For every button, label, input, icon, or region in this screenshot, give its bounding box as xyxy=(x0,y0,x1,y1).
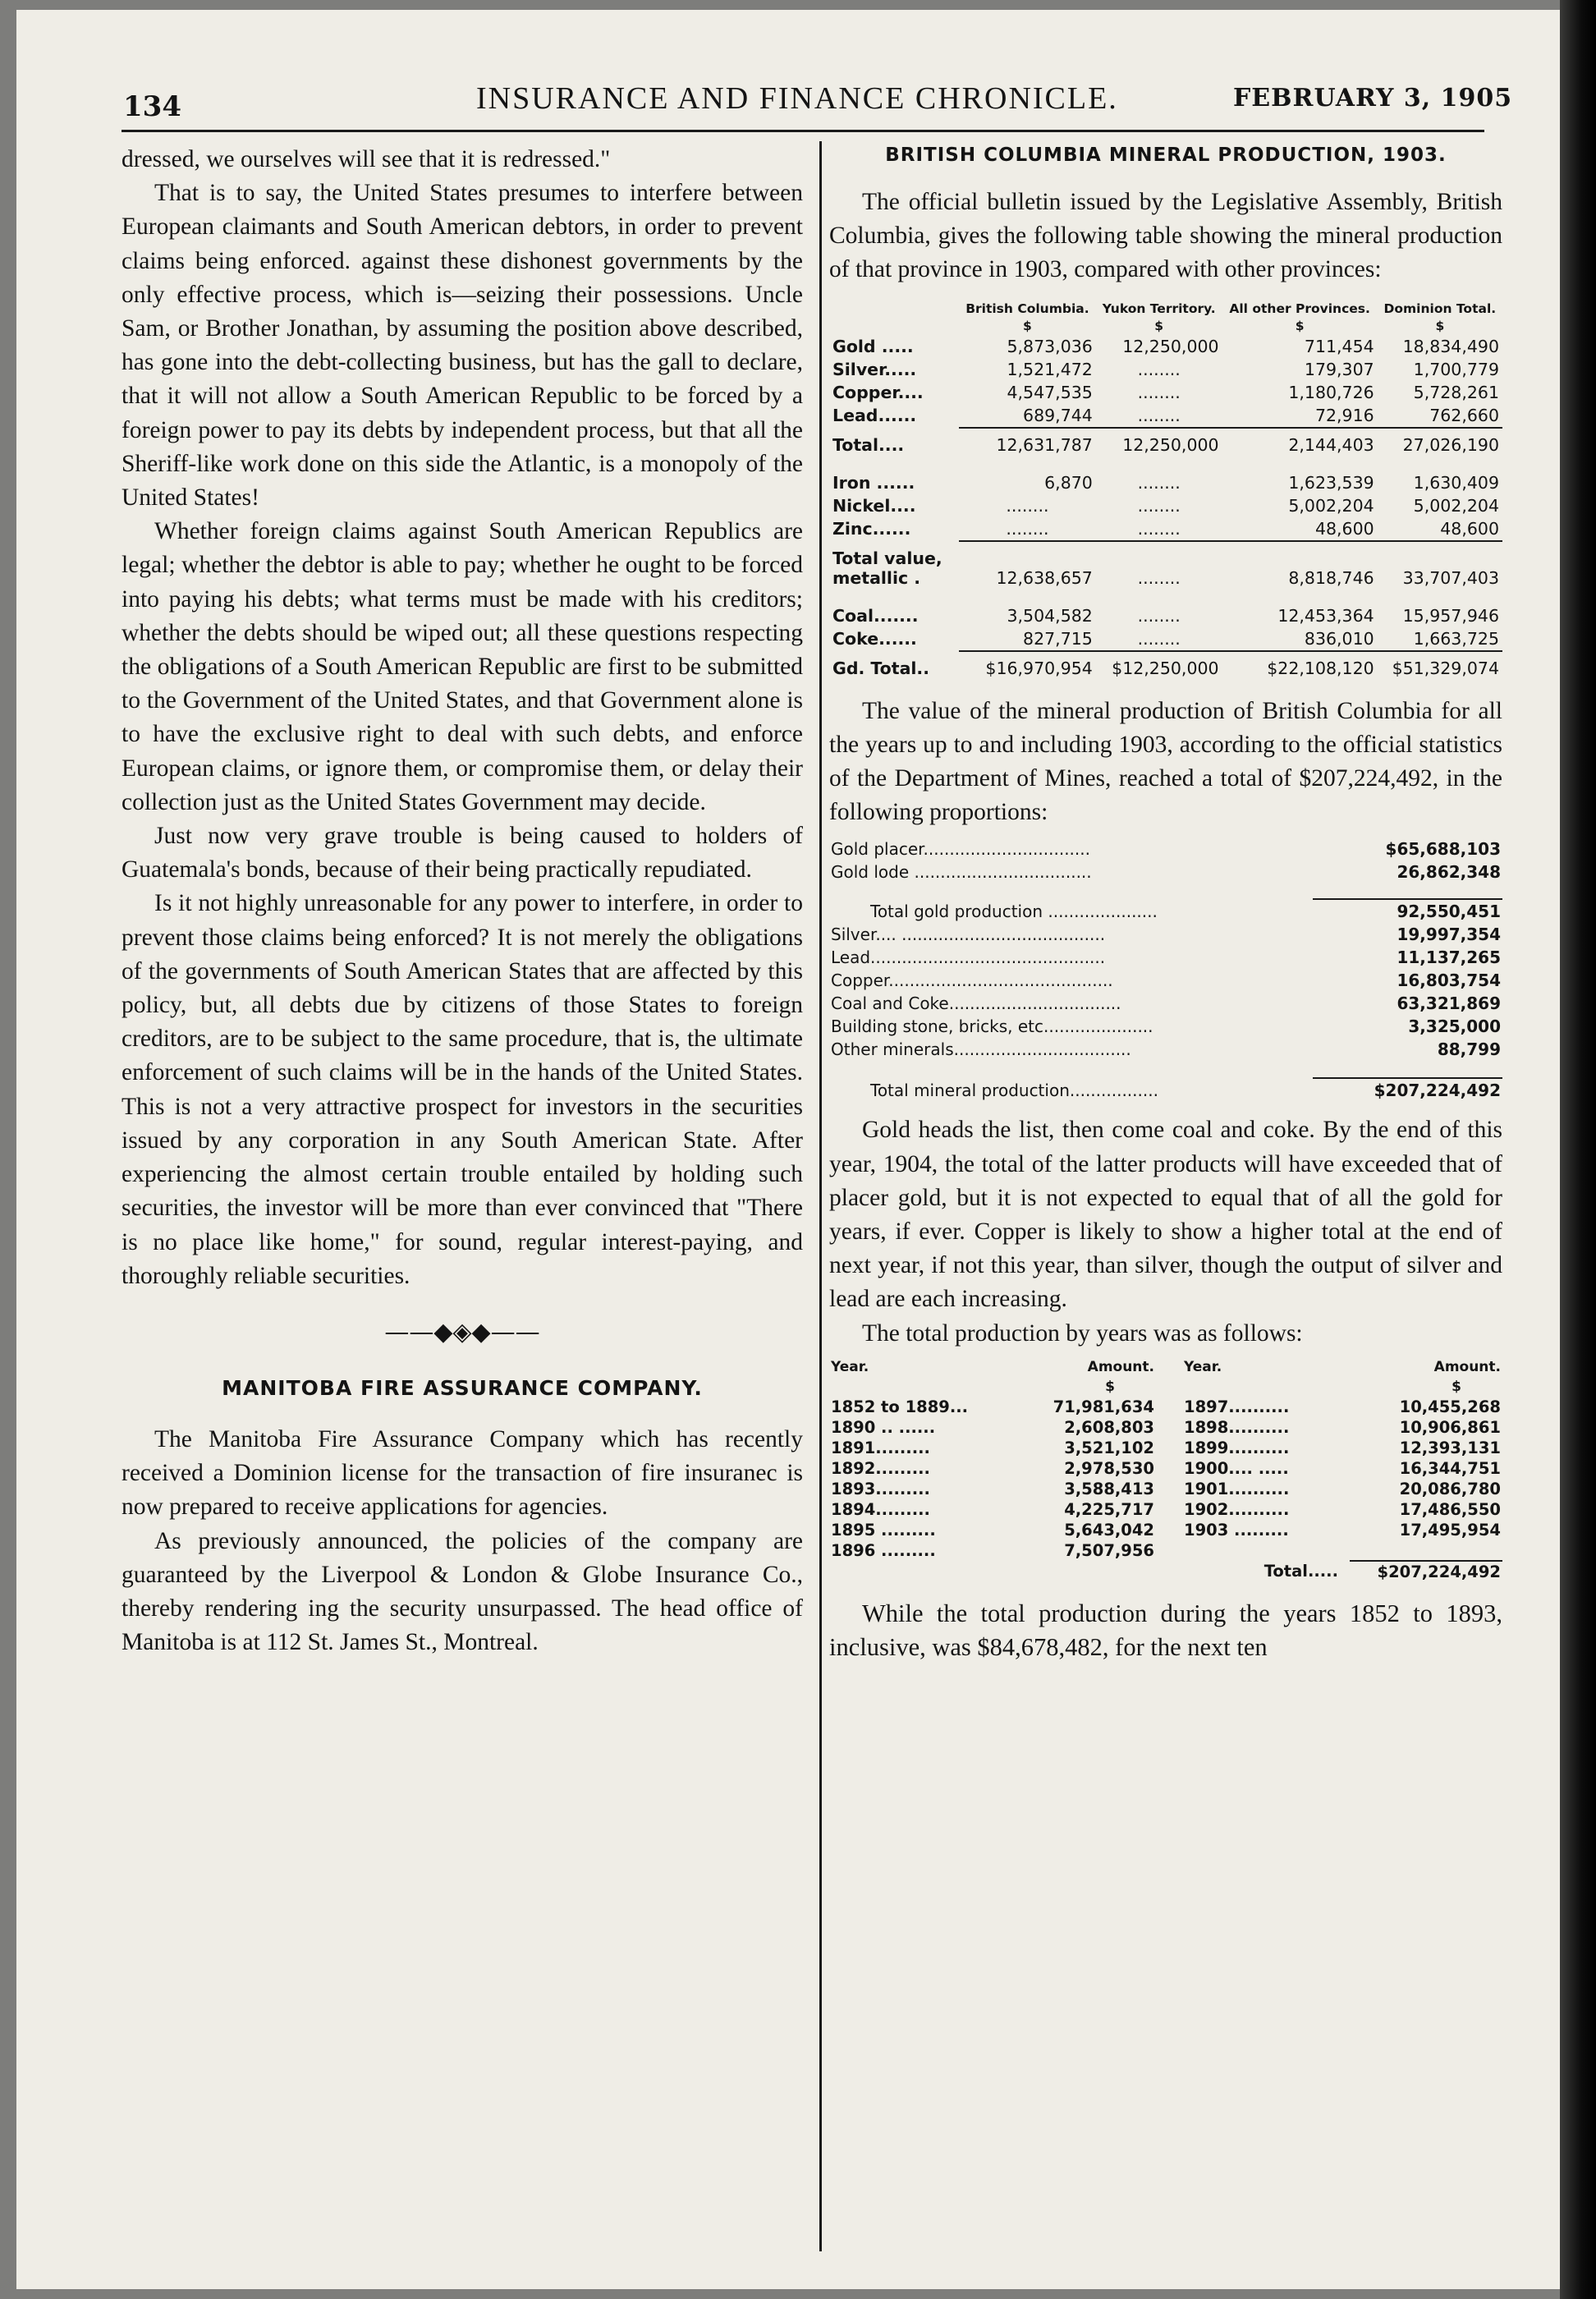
row-label: Lead...... xyxy=(832,406,917,426)
proportion-value: 11,137,265 xyxy=(1396,948,1501,968)
newspaper-page xyxy=(16,10,1560,2289)
row-value: 3,504,582 xyxy=(1007,605,1093,626)
table-row xyxy=(829,1397,1502,1417)
running-title: INSURANCE AND FINANCE CHRONICLE. xyxy=(476,81,1118,116)
proportion-value: $65,688,103 xyxy=(1385,839,1501,860)
row-value: ........ xyxy=(1137,472,1181,493)
row-value: 48,600 xyxy=(1314,518,1374,539)
year-cell: 1900.... ..... xyxy=(1184,1458,1289,1478)
year-cell: 1894......... xyxy=(831,1499,930,1519)
row-value: $22,108,120 xyxy=(1267,658,1374,678)
row-value: 1,663,725 xyxy=(1413,628,1499,649)
amount-cell: 71,981,634 xyxy=(1053,1397,1154,1416)
bc-gold-paragraph: Gold heads the list, then come coal and coke. By the end of this year, 1904, the total of the latter products will have exceeded that of placer gold, but it is not expected to equal that of all the gold for years, if ever. Copper is likely to show a higher total at the end of next year, if not this year, than silver, though the output of silver and lead are each increasing. xyxy=(829,1117,1502,1313)
page-number: 134 xyxy=(123,90,181,123)
proportion-label: Building stone, bricks, etc..................... xyxy=(831,1016,1153,1037)
currency-label: $ xyxy=(1105,1378,1115,1395)
proportion-value: 88,799 xyxy=(1437,1039,1501,1060)
proportion-label: Lead............................................. xyxy=(831,948,1106,968)
proportion-value: 63,321,869 xyxy=(1396,993,1501,1014)
row-value: 5,873,036 xyxy=(1007,336,1093,356)
table-row xyxy=(829,1417,1502,1438)
table-row xyxy=(829,604,1502,627)
currency-label: $ xyxy=(1435,318,1445,333)
row-value: $51,329,074 xyxy=(1392,658,1499,678)
row-label: Gd. Total.. xyxy=(832,658,930,678)
amount-cell: 3,588,413 xyxy=(1064,1479,1154,1498)
currency-label: $ xyxy=(1452,1378,1461,1395)
proportion-label: Total gold production ..................... xyxy=(870,901,1158,921)
bc-intro-paragraph: The official bulletin issued by the Legislative Assembly, British Columbia, gives the following table showing the mineral production of that province in 1903, compared with other provinces: xyxy=(829,189,1502,283)
row-value: 827,715 xyxy=(1023,628,1093,649)
table-row xyxy=(829,404,1502,428)
total-label: Total..... xyxy=(1264,1562,1338,1581)
article-paragraph: dressed, we ourselves will see that it is redressed." xyxy=(122,146,611,172)
amount-cell: 10,455,268 xyxy=(1399,1397,1501,1416)
row-value: 2,144,403 xyxy=(1288,434,1374,455)
row-value: 15,957,946 xyxy=(1402,605,1499,626)
bc-value-paragraph: The value of the mineral production of British Columbia for all the years up to and including 1903, according to the official statistics of the Department of Mines, reached a total of $207,224,492, in the following proportions: xyxy=(829,697,1502,826)
year-cell: 1852 to 1889... xyxy=(831,1397,969,1416)
proportion-label: Total mineral production................. xyxy=(870,1080,1158,1100)
right-column xyxy=(829,143,1502,1664)
row-label: Total.... xyxy=(832,434,905,455)
table-row xyxy=(829,946,1502,969)
year-cell: 1901.......... xyxy=(1184,1479,1290,1498)
row-value: 689,744 xyxy=(1023,405,1093,425)
proportion-value: $207,224,492 xyxy=(1313,1078,1502,1102)
amount-cell: 2,978,530 xyxy=(1064,1458,1154,1478)
row-value: ........ xyxy=(1137,359,1181,379)
table-row xyxy=(829,1540,1502,1561)
year-header: Year. xyxy=(831,1358,869,1375)
year-cell: 1903 ......... xyxy=(1184,1520,1289,1540)
table-row xyxy=(829,471,1502,494)
proportion-label: Other minerals.................................. xyxy=(831,1039,1131,1060)
amount-header: Amount. xyxy=(1433,1358,1501,1375)
proportion-label: Silver.... ....................................... xyxy=(831,925,1106,945)
row-label: Coal....... xyxy=(832,605,919,626)
year-cell: 1896 ......... xyxy=(831,1540,936,1560)
column-header: Yukon Territory. xyxy=(1102,301,1216,316)
row-value: ........ xyxy=(1006,495,1049,516)
column-header: All other Provinces. xyxy=(1229,301,1370,316)
section-ornament: ——◆◈◆—— xyxy=(384,1317,540,1347)
table-rule xyxy=(829,541,1502,547)
row-value: 27,026,190 xyxy=(1402,434,1499,455)
scan-edge-shadow xyxy=(1560,0,1596,2299)
year-cell: 1897.......... xyxy=(1184,1397,1290,1416)
proportion-value: 16,803,754 xyxy=(1396,971,1501,991)
currency-label: $ xyxy=(1154,318,1164,333)
row-value: 5,002,204 xyxy=(1413,495,1499,516)
amount-cell: 5,643,042 xyxy=(1064,1520,1154,1540)
row-value: ........ xyxy=(1137,605,1181,626)
total-row xyxy=(829,657,1502,680)
row-value: 5,728,261 xyxy=(1413,382,1499,402)
table-rule xyxy=(829,428,1502,434)
year-cell: 1893......... xyxy=(831,1479,930,1498)
year-header: Year. xyxy=(1184,1358,1222,1375)
row-label: Total value, metallic . xyxy=(832,548,942,588)
row-value: 4,547,535 xyxy=(1007,382,1093,402)
column-header: Dominion Total. xyxy=(1383,301,1497,316)
amount-cell: 10,906,861 xyxy=(1399,1417,1501,1437)
table-row xyxy=(829,1458,1502,1479)
amount-cell: 4,225,717 xyxy=(1064,1499,1154,1519)
table-row xyxy=(829,627,1502,651)
row-value: 12,250,000 xyxy=(1122,336,1219,356)
article-paragraph: Whether foreign claims against South American Republics are legal; whether the debtor is able to pay; whether he ought to be forced into paying his debts; what terms must be made with his creditors; whether the debts should be wiped out; all these questions respecting the obligations of a South American Republic are first to be submitted to the Government of the United States, and that Government alone is to have the exclusive right to deal with such debts, and enforce European claims, or ignore them, or compromise them, or delay their collection just as the United States Government may decide. xyxy=(122,518,803,815)
row-value: $12,250,000 xyxy=(1112,658,1219,678)
row-value: ........ xyxy=(1137,405,1181,425)
row-value: 8,818,746 xyxy=(1288,567,1374,588)
row-label: Iron ...... xyxy=(832,472,915,493)
production-by-years-table xyxy=(829,1357,1502,1582)
column-divider xyxy=(819,141,822,2251)
proportion-label: Copper........................................... xyxy=(831,971,1113,991)
table-row xyxy=(829,494,1502,517)
proportions-table xyxy=(829,837,1502,1102)
left-column xyxy=(122,143,803,1659)
header-rule xyxy=(122,130,1484,132)
year-cell: 1895 ......... xyxy=(831,1520,936,1540)
row-value: 12,250,000 xyxy=(1122,434,1219,455)
manitoba-paragraph: As previously announced, the policies of the company are guaranteed by the Liverpool & London & Globe Insurance Co., thereby rendering ing the security unsurpassed. The head office of Manitoba is at 112 St. James St., Montreal. xyxy=(122,1527,803,1656)
bc-years-intro: The total production by years was as follows: xyxy=(862,1319,1303,1347)
row-value: ........ xyxy=(1137,518,1181,539)
proportion-value: 26,862,348 xyxy=(1396,862,1501,883)
bc-final-paragraph: While the total production during the years 1852 to 1893, inclusive, was $84,678,482, for the next ten xyxy=(829,1599,1502,1662)
year-cell: 1891......... xyxy=(831,1438,930,1457)
issue-date: FEBRUARY 3, 1905 xyxy=(1233,84,1513,112)
row-value: 5,002,204 xyxy=(1288,495,1374,516)
proportion-value: 92,550,451 xyxy=(1313,899,1502,923)
article-paragraph: Just now very grave trouble is being caused to holders of Guatemala's bonds, because of their being practically repudiated. xyxy=(122,823,803,883)
table-row xyxy=(829,899,1502,923)
year-cell: 1890 .. ...... xyxy=(831,1417,936,1437)
table-row xyxy=(829,1078,1502,1102)
row-value: 1,521,472 xyxy=(1007,359,1093,379)
row-label: Nickel.... xyxy=(832,495,916,516)
column-header: British Columbia. xyxy=(965,301,1089,316)
row-label: Gold ..... xyxy=(832,336,914,356)
table-row xyxy=(829,1038,1502,1061)
row-value: ........ xyxy=(1137,567,1181,588)
article-paragraph: Is it not highly unreasonable for any power to interfere, in order to prevent those claims being enforced? It is not merely the obligations of the governments of South American States that are affected by this policy, but, all debts due by citizens of those States to foreign creditors, are to be subject to the same procedure, that is, the ultimate enforcement of such claims will be in the hands of the United States. This is not a very attractive prospect for investors in the securities issued by any corporation in any South American State. After experiencing the almost certain trouble entailed by holding such securities, the investor will be more than ever convinced that "There is no place like home," for sound, regular interest-paying, and thoroughly reliable securities. xyxy=(122,890,803,1289)
row-value: 33,707,403 xyxy=(1402,567,1499,588)
table-row xyxy=(829,358,1502,381)
mineral-production-table xyxy=(829,301,1502,680)
total-row xyxy=(829,1561,1502,1582)
row-label: Copper.... xyxy=(832,382,924,402)
proportion-label: Coal and Coke................................. xyxy=(831,993,1121,1014)
table-row xyxy=(829,517,1502,541)
year-cell: 1892......... xyxy=(831,1458,930,1478)
row-value: ........ xyxy=(1006,518,1049,539)
proportion-label: Gold lode .................................. xyxy=(831,862,1092,883)
row-value: 1,700,779 xyxy=(1413,359,1499,379)
table-row xyxy=(829,992,1502,1015)
row-value: 836,010 xyxy=(1304,628,1374,649)
row-value: ........ xyxy=(1137,495,1181,516)
row-label: Zinc...... xyxy=(832,519,911,539)
table-row xyxy=(829,335,1502,358)
article-paragraph: That is to say, the United States presumes to interfere between European claimants and South American debtors, in order to prevent claims being enforced. against these dishonest governments by the only effective process, which is—seizing their possessions. Uncle Sam, or Brother Jonathan, by assuming the position above described, has gone into the debt-collecting business, but has the gall to declare, that it will not allow a South American Republic to be forced by a foreign power to pay its debts by independent process, but that all the Sheriff-like work done on this side the Atlantic, is a monopoly of the United States! xyxy=(122,180,803,512)
row-value: $16,970,954 xyxy=(985,658,1093,678)
row-value: 711,454 xyxy=(1304,336,1374,356)
proportion-value: 19,997,354 xyxy=(1396,925,1501,945)
row-value: ........ xyxy=(1137,382,1181,402)
table-row xyxy=(829,923,1502,946)
total-row xyxy=(829,547,1502,590)
table-row xyxy=(829,1438,1502,1458)
row-value: 12,453,364 xyxy=(1277,605,1374,626)
bc-mineral-heading: BRITISH COLUMBIA MINERAL PRODUCTION, 1903. xyxy=(885,145,1447,166)
amount-cell: 2,608,803 xyxy=(1064,1417,1154,1437)
currency-label: $ xyxy=(1295,318,1305,333)
table-row xyxy=(829,1479,1502,1499)
proportion-value: 3,325,000 xyxy=(1408,1016,1501,1037)
manitoba-paragraph: The Manitoba Fire Assurance Company which has recently received a Dominion license for the transaction of fire insuranec is now prepared to receive applications for agencies. xyxy=(122,1425,803,1521)
table-row xyxy=(829,837,1502,860)
row-label: Coke...... xyxy=(832,629,917,649)
manitoba-heading: MANITOBA FIRE ASSURANCE COMPANY. xyxy=(222,1375,703,1400)
row-value: ........ xyxy=(1137,628,1181,649)
amount-cell: 20,086,780 xyxy=(1399,1479,1501,1498)
table-row xyxy=(829,860,1502,883)
table-row xyxy=(829,381,1502,404)
currency-label: $ xyxy=(1023,318,1032,333)
row-value: 18,834,490 xyxy=(1402,336,1499,356)
table-row xyxy=(829,1520,1502,1540)
page-header xyxy=(16,10,1560,133)
total-value: $207,224,492 xyxy=(1350,1561,1502,1582)
row-value: 48,600 xyxy=(1440,518,1499,539)
row-value: 1,630,409 xyxy=(1413,472,1499,493)
row-value: 12,631,787 xyxy=(996,434,1093,455)
amount-header: Amount. xyxy=(1087,1358,1154,1375)
amount-cell: 16,344,751 xyxy=(1399,1458,1501,1478)
row-value: 1,623,539 xyxy=(1288,472,1374,493)
amount-cell: 12,393,131 xyxy=(1399,1438,1501,1457)
year-cell: 1899.......... xyxy=(1184,1438,1290,1457)
row-value: 179,307 xyxy=(1304,359,1374,379)
table-rule xyxy=(829,651,1502,657)
row-value: 6,870 xyxy=(1044,472,1093,493)
table-row xyxy=(829,1015,1502,1038)
year-cell: 1898.......... xyxy=(1184,1417,1290,1437)
total-row xyxy=(829,434,1502,457)
row-value: 72,916 xyxy=(1314,405,1374,425)
table-row xyxy=(829,969,1502,992)
amount-cell: 17,495,954 xyxy=(1399,1520,1501,1540)
row-value: 12,638,657 xyxy=(996,567,1093,588)
row-value: 762,660 xyxy=(1429,405,1499,425)
amount-cell: 17,486,550 xyxy=(1399,1499,1501,1519)
proportion-label: Gold placer................................ xyxy=(831,839,1090,860)
table-row xyxy=(829,1499,1502,1520)
row-value: 1,180,726 xyxy=(1288,382,1374,402)
year-cell: 1902.......... xyxy=(1184,1499,1290,1519)
row-label: Silver..... xyxy=(832,359,917,379)
amount-cell: 3,521,102 xyxy=(1064,1438,1154,1457)
amount-cell: 7,507,956 xyxy=(1064,1540,1154,1560)
